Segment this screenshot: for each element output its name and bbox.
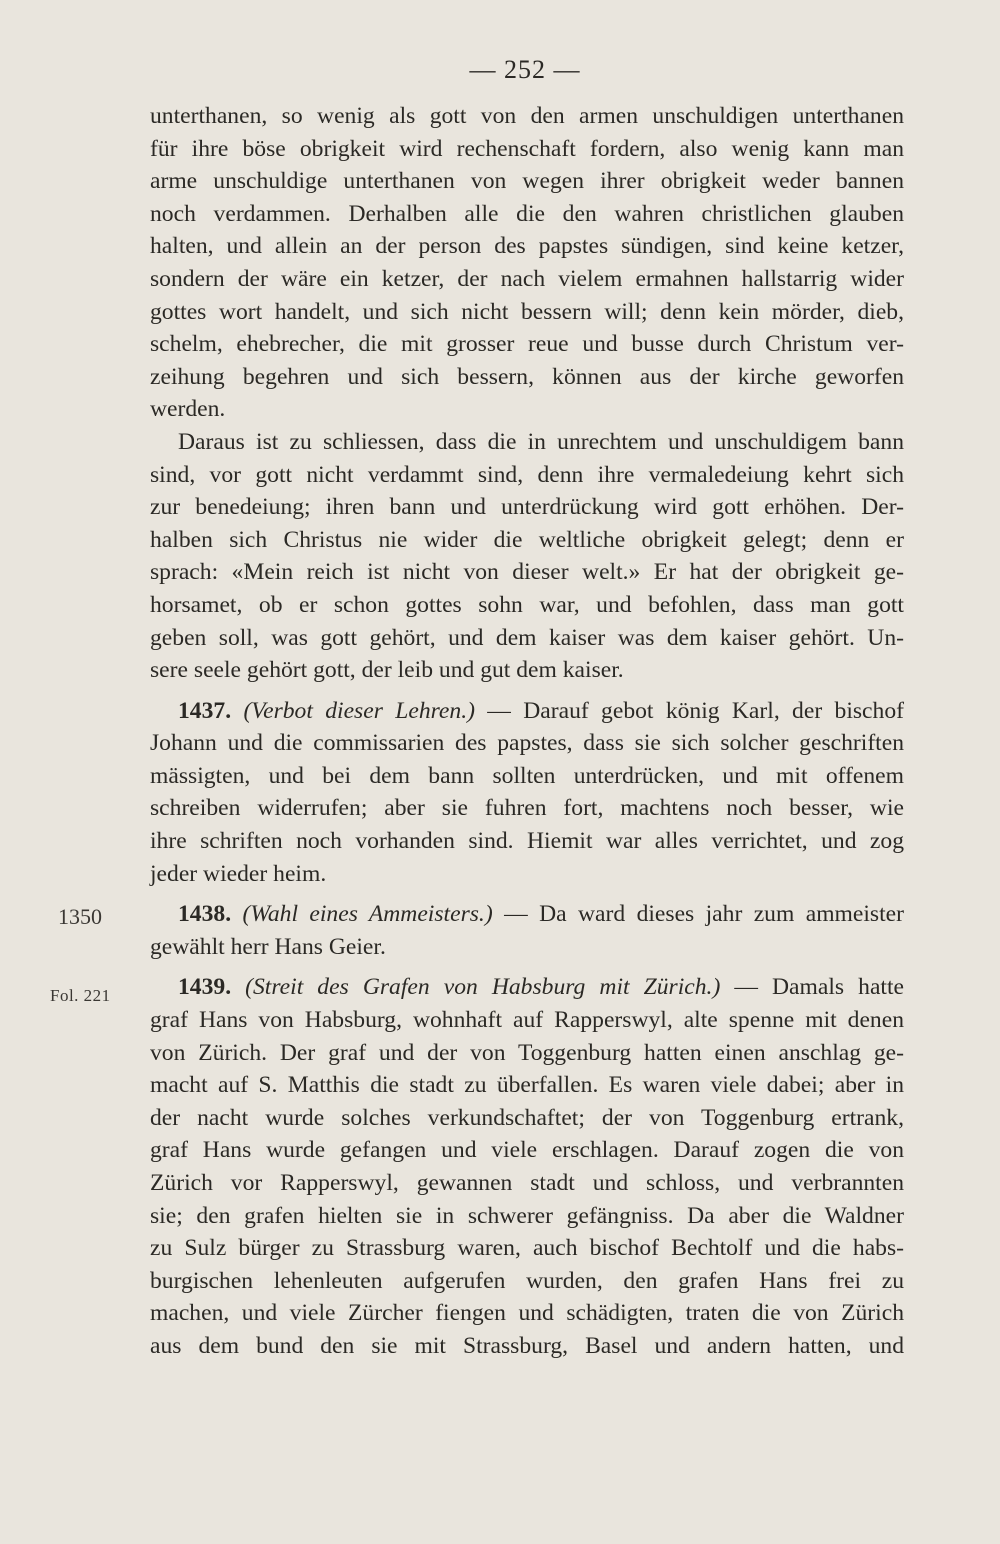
text-fragment: — Da ward dieses jahr zum ammeister bbox=[492, 901, 905, 928]
text-line: gewählt herr Hans Geier. bbox=[150, 933, 386, 960]
text-line: gottes wort handelt, und sich nicht bessern will; denn kein mörder, dieb, bbox=[150, 298, 904, 325]
text-line: macht auf S. Matthis die stadt zu überfallen. Es waren viele dabei; aber in bbox=[150, 1072, 904, 1099]
text-line: zeihung begehren und sich bessern, können aus der kirche geworfen bbox=[150, 363, 904, 390]
text-line: zur benedeiung; ihren bann und unterdrückung wird gott erhöhen. Der- bbox=[150, 494, 904, 521]
text-line: jeder wieder heim. bbox=[150, 860, 327, 887]
text-line: arme unschuldige unterthanen von wegen ihrer obrigkeit weder bannen bbox=[150, 168, 904, 195]
text-line: machen, und viele Zürcher fiengen und schädigten, traten die von Zürich bbox=[150, 1300, 904, 1327]
margin-note-year: 1350 bbox=[58, 904, 102, 929]
section-title: (Wahl eines Ammeisters.) bbox=[242, 901, 493, 928]
paragraph-continuation bbox=[150, 100, 904, 426]
text-line: sprach: «Mein reich ist nicht von dieser welt.» Er hat der obrigkeit ge- bbox=[150, 559, 904, 586]
text-line: horsamet, ob er schon gottes sohn war, und befohlen, dass man gott bbox=[150, 591, 904, 618]
text-line: zu Sulz bürger zu Strassburg waren, auch bischof Bechtolf und die habs- bbox=[150, 1235, 904, 1262]
section-heading-line bbox=[150, 695, 904, 728]
section-number: 1438. bbox=[178, 901, 232, 928]
text-line: mässigten, und bei dem bann sollten unterdrücken, und mit offenem bbox=[150, 762, 904, 789]
text-line: Johann und die commissarien des papstes, dass sie sich solcher geschriften bbox=[150, 730, 904, 757]
text-line: schreiben widerrufen; aber sie fuhren fort, machtens noch besser, wie bbox=[150, 795, 904, 822]
margin-note-folio: Fol. 221 bbox=[50, 986, 111, 1005]
section-title: (Verbot dieser Lehren.) bbox=[243, 697, 475, 724]
section-heading-line bbox=[150, 971, 904, 1004]
text-line: von Zürich. Der graf und der von Toggenburg hatten einen anschlag ge- bbox=[150, 1039, 904, 1066]
text-line: schelm, ehebrecher, die mit grosser reue und busse durch Christum ver- bbox=[150, 331, 904, 358]
text-line: unterthanen, so wenig als gott von den armen unschuldigen unterthanen bbox=[150, 103, 904, 129]
text-line: graf Hans wurde gefangen und viele erschlagen. Darauf zogen die von bbox=[150, 1137, 904, 1164]
paragraph-daraus bbox=[150, 426, 904, 687]
section-1439 bbox=[150, 971, 904, 1362]
text-line: für ihre böse obrigkeit wird rechenschaft fordern, also wenig kann man bbox=[150, 135, 904, 162]
text-line: werden. bbox=[150, 396, 226, 423]
text-line: halten, und allein an der person des papstes sündigen, sind keine ketzer, bbox=[150, 233, 904, 260]
text-line: burgischen lehenleuten aufgerufen wurden, den grafen Hans frei zu bbox=[150, 1267, 904, 1294]
text-line: aus dem bund den sie mit Strassburg, Basel und andern hatten, und bbox=[150, 1332, 904, 1359]
section-heading-line bbox=[150, 898, 904, 931]
text-line: der nacht wurde solches verkundschaftet; der von Toggenburg ertrank, bbox=[150, 1104, 904, 1131]
section-number: 1437. bbox=[178, 697, 232, 724]
section-1437 bbox=[150, 695, 904, 891]
text-line: sie; den grafen hielten sie in schwerer gefängniss. Da aber die Waldner bbox=[150, 1202, 904, 1229]
text-line: graf Hans von Habsburg, wohnhaft auf Rapperswyl, alte spenne mit denen bbox=[150, 1007, 904, 1034]
page-number: — 252 — bbox=[469, 55, 581, 84]
text-line: geben soll, was gott gehört, und dem kaiser was dem kaiser gehört. Un- bbox=[150, 624, 904, 651]
text-line: sere seele gehört gott, der leib und gut dem kaiser. bbox=[150, 657, 624, 684]
text-fragment: — Darauf gebot könig Karl, der bischof bbox=[474, 697, 904, 724]
section-1438 bbox=[150, 898, 904, 963]
section-number: 1439. bbox=[178, 974, 232, 1001]
text-line: noch verdammen. Derhalben alle die den wahren christlichen glauben bbox=[150, 200, 904, 227]
text-line: sondern der wäre ein ketzer, der nach vielem ermahnen hallstarrig wider bbox=[150, 265, 904, 292]
body-text bbox=[150, 100, 904, 1363]
text-line: halben sich Christus nie wider die weltliche obrigkeit gelegt; denn er bbox=[150, 526, 904, 553]
text-line: Zürich vor Rapperswyl, gewannen stadt und schloss, und verbrannten bbox=[150, 1170, 904, 1196]
text-fragment: — Damals hatte bbox=[720, 974, 905, 1001]
section-title: (Streit des Grafen von Habsburg mit Zürich.) bbox=[245, 974, 721, 1001]
text-line: Daraus ist zu schliessen, dass die in unrechtem und unschuldigem bann bbox=[178, 428, 904, 455]
text-line: sind, vor gott nicht verdammt sind, denn ihre vermaledeiung kehrt sich bbox=[150, 461, 904, 488]
text-line: ihre schriften noch vorhanden sind. Hiemit war alles verrichtet, und zog bbox=[150, 828, 904, 855]
